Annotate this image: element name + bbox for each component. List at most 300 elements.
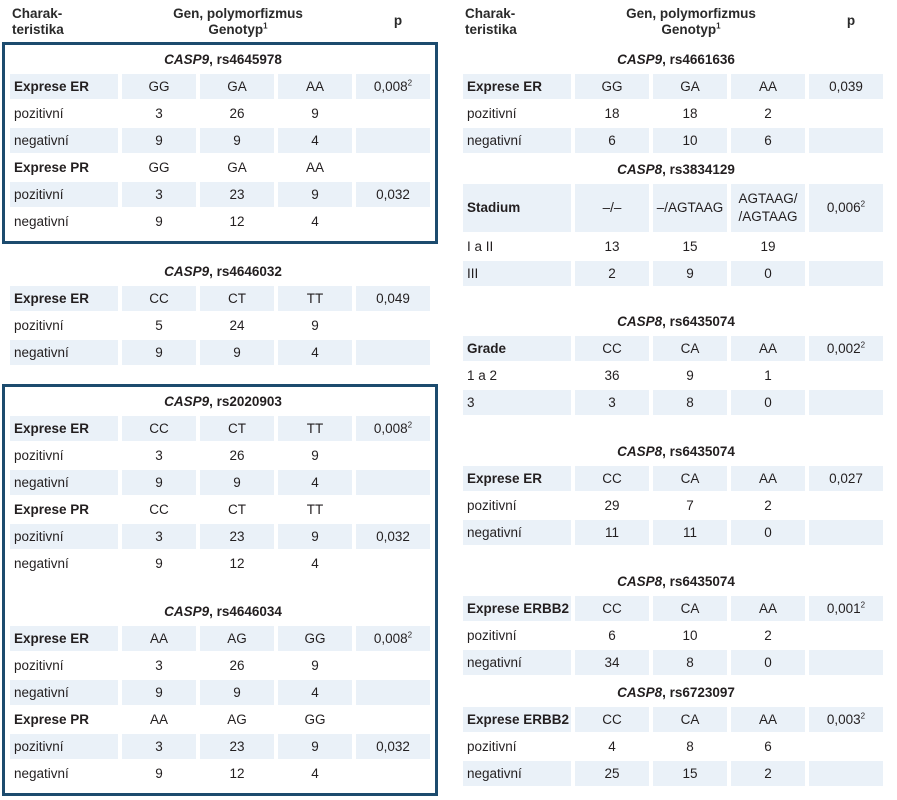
row-label: Exprese ER [10,416,118,441]
gene-name: CASP9 [164,604,210,619]
genotype-cell: 0 [731,261,805,286]
genotype-cell: 4 [278,680,352,705]
row-label: negativní [463,128,571,153]
table-row [461,465,891,492]
p-value-cell [809,623,883,648]
p-value-cell [356,707,430,732]
table-row [8,679,438,706]
genotype-cell: AA [122,626,196,651]
table-row [461,233,891,260]
p-value: 0,039 [829,79,863,94]
p-value-cell [356,626,430,651]
genotype-cell: 36 [604,368,620,383]
p-footnote-sup: 2 [407,78,413,88]
genotype-cell: 9 [311,658,319,673]
table-row [8,208,438,235]
p-value: 0,001 [826,601,861,616]
genotype-cell: GG [278,626,352,651]
table-section [461,438,891,546]
genotype-cell: 25 [575,761,649,786]
row-label: pozitivní [467,498,517,513]
genotype-cell: 3 [122,524,196,549]
p-value: 0,002 [826,341,861,356]
row-label: Exprese ERBB2 [463,596,571,621]
header-gene-polymorphism [573,6,809,38]
p-value: 0,006 [826,200,861,215]
p-value-cell [809,761,883,786]
p-value-cell [356,286,430,311]
table-row [461,183,891,233]
gene-name: CASP8 [617,574,663,589]
p-value-cell [809,234,883,259]
snp-id: , rs4645978 [209,52,282,67]
row-label: Exprese ER [10,74,118,99]
row-label: Exprese ER [463,74,571,99]
table-row [8,73,438,100]
table-row [461,760,891,787]
table-row [8,706,438,733]
row-label: negativní [463,650,571,675]
p-value-cell [356,128,430,153]
genotype-cell: 9 [278,734,352,759]
gene-name: CASP9 [617,52,663,67]
genotype-cell: 8 [686,739,694,754]
genotype-cell: 9 [122,470,196,495]
genotype-cell: 9 [155,556,163,571]
row-label: pozitivní [467,628,517,643]
p-value-cell [809,493,883,518]
row-label: negativní [463,761,571,786]
genotype-cell: 34 [575,650,649,675]
p-value-cell [356,443,430,468]
snp-id: , rs6723097 [662,685,735,700]
header-p: p [846,13,856,28]
p-value-cell [809,74,883,99]
genotype-cell: CC [122,416,196,441]
genotype-cell: 9 [311,318,319,333]
table-row [8,339,438,366]
genotype-cell: 24 [229,318,245,333]
genotype-cell: 9 [122,340,196,365]
genotype-cell: 4 [278,128,352,153]
gene-name: CASP9 [164,394,210,409]
row-label: Exprese PR [14,502,90,517]
genotype-cell: 4 [278,470,352,495]
genotype-cell: 3 [575,390,649,415]
table-row [461,622,891,649]
row-label: pozitivní [10,182,118,207]
genotype-cell: 9 [278,524,352,549]
p-value-cell [809,390,883,415]
genotype-cell: 26 [229,658,245,673]
genotype-cell: 15 [653,761,727,786]
genotype-cell: 0 [731,650,805,675]
genotype-cell: 12 [229,556,245,571]
p-value-cell [356,182,430,207]
p-value-cell [809,734,883,759]
row-label: III [463,261,571,286]
genotype-cell: 26 [229,106,245,121]
p-value: 0,008 [373,631,408,646]
genotype-cell: 0 [731,520,805,545]
row-label: negativní [14,214,69,229]
genotype-cell: 2 [764,498,772,513]
genotype-cell: 12 [229,766,245,781]
row-label: Exprese ER [10,626,118,651]
genotype-cell: AA [731,74,805,99]
snp-id: , rs4646034 [209,604,282,619]
row-label: Exprese ER [10,286,118,311]
genotype-cell: GG [122,74,196,99]
gene-name: CASP9 [164,52,210,67]
genotype-cell: 9 [122,128,196,153]
p-value-cell [356,524,430,549]
genotype-cell: 3 [155,106,163,121]
section-title [461,308,891,335]
left-column [8,0,438,42]
genotype-cell: 9 [311,106,319,121]
genotype-cell: 9 [278,182,352,207]
header-gene-text: Gen, polymorfizmus Genotyp [626,6,756,37]
genotype-cell: 23 [200,734,274,759]
genotype-cell: 12 [229,214,245,229]
table-row [8,733,438,760]
table-row [461,519,891,546]
genotype-cell: 3 [122,734,196,759]
genotype-cell: 7 [686,498,694,513]
genotype-cell: AA [305,160,324,175]
genotype-cell: AA [731,336,805,361]
genotype-cell: 29 [604,498,620,513]
genotype-cell: CC [575,707,649,732]
genotype-cell: 3 [122,182,196,207]
genotype-cell: 9 [155,766,163,781]
table-row [8,625,438,652]
table-row [461,706,891,733]
p-value-cell [356,551,430,576]
genotype-cell: 9 [200,340,274,365]
table-row [8,181,438,208]
p-value-cell [809,707,883,732]
table-section [8,598,438,787]
genotype-cell: 6 [575,128,649,153]
p-footnote-sup: 2 [407,420,413,430]
p-footnote-sup: 2 [860,711,866,721]
row-label: Exprese ERBB2 [463,707,571,732]
genotype-cell: 3 [155,658,163,673]
genotype-cell: 4 [278,340,352,365]
table-section [461,46,891,154]
table-row [8,415,438,442]
snp-id: , rs6435074 [662,444,735,459]
row-label: negativní [14,556,69,571]
genotype-cell: CT [228,502,246,517]
genotype-cell: GG [575,74,649,99]
genotype-cell: 6 [764,739,772,754]
genotype-cell: 18 [604,106,620,121]
genotype-cell: TT [278,286,352,311]
table-row [8,496,438,523]
table-row [461,335,891,362]
row-label: pozitivní [10,734,118,759]
genotype-cell: 2 [764,106,772,121]
row-label: Stadium [463,184,571,232]
snp-id: , rs6435074 [662,574,735,589]
genotype-cell: 9 [122,680,196,705]
genotype-cell: TT [278,416,352,441]
header-gene-sup: 1 [716,21,721,31]
p-value-cell [356,340,430,365]
genotype-cell: 10 [682,628,698,643]
genotype-cell: 4 [311,214,319,229]
p-value-cell [809,336,883,361]
table-header [8,0,438,42]
genotype-cell: CA [653,336,727,361]
genotype-cell: 23 [200,524,274,549]
table-row [8,652,438,679]
table-row [8,285,438,312]
genotype-cell: –/– [575,184,649,232]
table-row [8,100,438,127]
table-section [8,388,438,577]
genotype-cell: CA [653,466,727,491]
gene-name: CASP8 [617,685,663,700]
p-value-cell [809,101,883,126]
genotype-cell: 18 [682,106,698,121]
header-characteristic: Charak- teristika [12,6,64,37]
section-title [461,679,891,706]
table-row [461,260,891,287]
genotype-cell: AG [200,626,274,651]
p-value-cell [356,761,430,786]
row-label: pozitivní [10,524,118,549]
snp-id: , rs4661636 [662,52,735,67]
p-footnote-sup: 2 [860,340,866,350]
row-label: negativní [14,766,69,781]
genotype-cell: GA [227,160,247,175]
p-value-cell [356,101,430,126]
genotype-cell: 4 [608,739,616,754]
genotype-cell: AA [149,712,168,727]
row-label: negativní [10,470,118,495]
genotype-cell: 8 [653,650,727,675]
table-row [461,649,891,676]
p-value-cell [809,128,883,153]
p-value-cell [809,363,883,388]
genotype-cell: GA [200,74,274,99]
genotype-cell: TT [306,502,324,517]
table-section [8,258,438,366]
section-title [461,438,891,465]
section-title [461,156,891,183]
table-row [461,492,891,519]
p-value: 0,032 [376,529,410,544]
genotype-cell: 2 [575,261,649,286]
table-section [8,46,438,235]
section-title [8,598,438,625]
p-value: 0,008 [373,421,408,436]
p-footnote-sup: 2 [860,600,866,610]
row-label: negativní [10,340,118,365]
table-header [461,0,891,42]
p-value: 0,008 [373,79,408,94]
genotype-cell: 9 [200,470,274,495]
genotype-cell: 9 [200,128,274,153]
header-p: p [393,13,403,28]
table-section [461,679,891,787]
genotype-cell: GA [653,74,727,99]
header-characteristic: Charak- teristika [465,6,517,37]
p-value-cell [809,650,883,675]
row-label: I a II [467,239,494,254]
gene-name: CASP8 [617,162,663,177]
p-value-cell [809,184,883,232]
section-title [461,568,891,595]
table-row [461,595,891,622]
row-label: Grade [463,336,571,361]
genotype-cell: AGTAAG/ /AGTAAG [731,184,805,232]
table-section [461,308,891,416]
row-label: negativní [10,680,118,705]
genotype-cell: 9 [686,368,694,383]
header-gene-text: Gen, polymorfizmus Genotyp [173,6,303,37]
genotype-cell: CC [122,286,196,311]
row-label: pozitivní [467,739,517,754]
p-value-cell [809,520,883,545]
p-footnote-sup: 2 [407,630,413,640]
genotype-cell: 9 [200,680,274,705]
genotype-cell: 0 [731,390,805,415]
genotype-cell: 2 [731,761,805,786]
p-value-cell [809,596,883,621]
section-title [461,46,891,73]
genotype-cell: CC [575,596,649,621]
right-column [461,0,891,42]
genotype-cell: 4 [311,766,319,781]
row-label: pozitivní [14,658,64,673]
genotype-cell: GG [148,160,170,175]
snp-id: , rs3834129 [662,162,735,177]
table-row [461,389,891,416]
p-value: 0,049 [376,291,410,306]
row-label: pozitivní [14,106,64,121]
p-value-cell [356,209,430,234]
p-value-cell [356,74,430,99]
row-label: Exprese PR [14,712,90,727]
genotype-cell: –/AGTAAG [653,184,727,232]
table-row [8,154,438,181]
table-row [461,100,891,127]
p-value-cell [356,653,430,678]
genotype-cell: CT [200,416,274,441]
genotype-cell: 9 [653,261,727,286]
genotype-cell: CA [653,596,727,621]
genotype-cell: GG [304,712,326,727]
table-row [461,127,891,154]
genotype-cell: 19 [760,239,776,254]
genotype-cell: 3 [155,448,163,463]
p-value-cell [356,470,430,495]
p-value: 0,003 [826,712,861,727]
row-label: 1 a 2 [467,368,498,383]
genotype-cell: 4 [311,556,319,571]
table-row [8,312,438,339]
genotype-cell: 6 [608,628,616,643]
genotype-cell: AA [278,74,352,99]
genotype-cell: 11 [575,520,649,545]
header-gene-polymorphism [120,6,356,38]
genotype-cell: 2 [764,628,772,643]
genotype-cell: 15 [682,239,698,254]
p-value: 0,032 [376,739,410,754]
row-label: pozitivní [467,106,517,121]
table-row [461,73,891,100]
table-row [8,550,438,577]
p-value-cell [356,313,430,338]
gene-name: CASP8 [617,444,663,459]
table-section [461,568,891,676]
genotype-cell: AA [731,466,805,491]
row-label: pozitivní [14,318,64,333]
genotype-cell: 9 [311,448,319,463]
genotype-cell: 10 [653,128,727,153]
p-value-cell [809,466,883,491]
genotype-cell: 5 [155,318,163,333]
genotype-cell: 1 [764,368,772,383]
row-label: pozitivní [14,448,64,463]
row-label: Exprese PR [14,160,90,175]
genotype-cell: 9 [155,214,163,229]
genotype-cell: CC [149,502,169,517]
genotype-cell: 6 [731,128,805,153]
table-row [461,362,891,389]
row-label: 3 [463,390,571,415]
section-title [8,388,438,415]
p-value: 0,027 [829,471,863,486]
row-label: Exprese ER [463,466,571,491]
genotype-cell: AA [731,596,805,621]
p-value-cell [356,155,430,180]
genotype-cell: 11 [653,520,727,545]
p-value-cell [356,734,430,759]
gene-name: CASP9 [164,264,210,279]
genotype-cell: CA [653,707,727,732]
p-value-cell [356,680,430,705]
genotype-cell: AA [731,707,805,732]
p-value-cell [356,416,430,441]
p-value: 0,032 [376,187,410,202]
genotype-cell: AG [227,712,247,727]
table-row [8,442,438,469]
p-footnote-sup: 2 [860,199,866,209]
table-row [8,523,438,550]
table-row [461,733,891,760]
genotype-cell: 26 [229,448,245,463]
table-row [8,469,438,496]
snp-id: , rs6435074 [662,314,735,329]
snp-id: , rs2020903 [209,394,282,409]
table-row [8,127,438,154]
snp-id: , rs4646032 [209,264,282,279]
gene-name: CASP8 [617,314,663,329]
genotype-cell: 23 [200,182,274,207]
section-title [8,258,438,285]
section-title [8,46,438,73]
genotype-cell: 8 [653,390,727,415]
genotype-cell: CC [575,466,649,491]
row-label: negativní [10,128,118,153]
p-value-cell [356,497,430,522]
